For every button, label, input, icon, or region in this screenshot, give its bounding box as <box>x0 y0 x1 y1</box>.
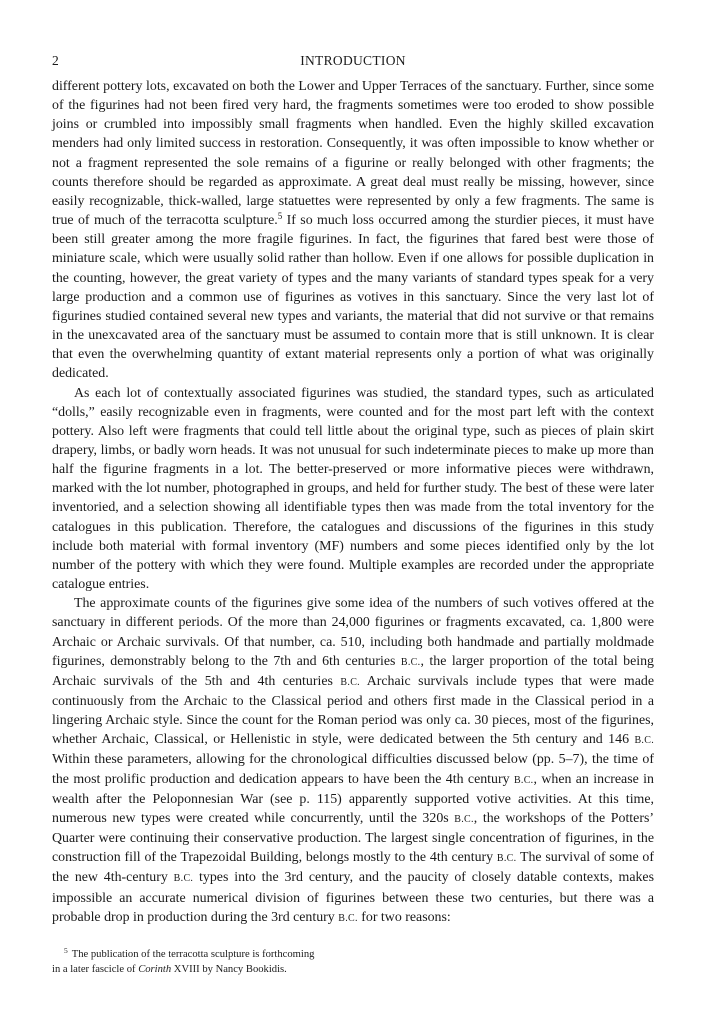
footnote-text: The publication of the terracotta sculpture is forthcoming <box>71 949 315 960</box>
running-head <box>52 52 654 70</box>
footnote-text: in a later fascicle of <box>52 964 139 975</box>
text-run: The approximate counts of the figurines give some idea of the numbers of such votives offered at the sanctuary in different periods. Of the more than 24,000 figurines or fragments excavated, ca. 1,800 were Archaic or Archaic survivals. Of that number, ca. 510, including both handmade and partially moldmade figurines, demonstrably belong to the 7th and 6th centuries <box>52 596 654 669</box>
body-text <box>52 77 654 928</box>
text-run: The survival of some of the new 4th-century <box>52 850 654 886</box>
text-run: As each lot of contextually associated figurines was studied, the standard types, such as articulated “dolls,” easily recognizable even in fragments, were counted and for the most part left with the context pottery. Also left were fragments that could tell little about the original type, such as pieces of plain skirt drapery, limbs, or badly worn heads. It was not unusual for such indeterminate pieces to make up more than half the figurine fragments in a lot. The better-preserved or more informative pieces were withdrawn, marked with the lot number, photographed in groups, and held for further study. The best of these were later inventoried, and a selection showing all identifiable types then was made from the total inventory for the catalogues in this publication. Therefore, the catalogues and discussions of the figurines in this study include both material with formal inventory (MF) numbers and some pieces identified only by the lot number of the pottery with which they were found. Multiple examples are recorded under the appropriate catalogue entries. <box>52 385 654 593</box>
text-run: , the larger proportion of the total being Archaic survivals of the 5th and 4th centuries <box>52 653 654 689</box>
footnote-reference: 5 <box>277 211 283 222</box>
era-abbreviation: B.C. <box>338 912 358 924</box>
text-run: Within these parameters, allowing for the chronological difficulties discussed below (pp. 5–7), the time of the most prolific production and dedication appears to have been the 4th century <box>52 752 654 787</box>
footnote-italic-title: Corinth <box>138 964 172 975</box>
era-abbreviation: B.C. <box>513 774 534 786</box>
chapter-title: INTRODUCTION <box>300 53 406 68</box>
text-run: for two reasons: <box>357 909 451 925</box>
era-abbreviation: B.C. <box>400 656 421 668</box>
paragraph <box>52 384 654 595</box>
paragraph <box>52 77 654 384</box>
footnote-line <box>52 947 392 962</box>
text-run: different pottery lots, excavated on both the Lower and Upper Terraces of the sanctuary. Further, since some of the figurines had not been fired very hard, the fragments sometimes were too eroded to show possible joins or crumbled into impossibly small fragments when handled. Even the highly skilled excavation menders had only limited success in restoration. Consequently, it was often impossible to know whether or not a fragment represented the sole remains of a figurine or really belonged with other fragments; the counts therefore should be regarded as approximate. A great deal must really be missing, however, since easily recognizable, thick-walled, large statuettes were represented by only a few fragments. The same is true of much of the terracotta sculpture. <box>52 79 654 229</box>
text-run: types into the 3rd century, and the paucity of closely datable contexts, makes impossible an accurate numerical division of figurines between these two centuries, but there was a probable drop in production during the 3rd century <box>52 870 654 925</box>
footnote-text: XVIII by Nancy Bookidis. <box>171 964 287 975</box>
paragraph <box>52 594 654 928</box>
text-run: If so much loss occurred among the sturdier pieces, it must have been still greater among the more fragile figurines. In fact, the figurines that fared best were those of miniature scale, which were usually solid rather than hollow. Even if one allows for possible duplication in the counting, however, the great variety of types and the many variants of standard types speak for a very large production and a common use of figurines as votives in this sanctuary. Since the very last lot of figurines studied contained several new types and variants, the material that did not survive or that remains in the unexcavated area of the sanctuary must be assumed to contain more that is still unknown. It is clear that even the overwhelming quantity of extant material represents only a portion of what was originally dedicated. <box>52 213 654 382</box>
text-run: Archaic survivals include types that were made continuously from the Archaic to the Classical period and others first made in the Classical period in a lingering Archaic style. Since the count for the Roman period was only ca. 30 pieces, most of the figurines, whether Archaic, Classical, or Hellenistic in style, were dedicated between the 5th century and 146 <box>52 673 654 748</box>
text-run: , the workshops of the Potters’ Quarter were continuing their conservative production. The largest single concentration of figurines, in the construction fill of the Trapezoidal Building, belongs mostly to the 4th century <box>52 810 654 866</box>
text-run: , when an increase in wealth after the Peloponnesian War (see p. 115) apparently supported votive activities. At this time, numerous new types were created while concurrently, until the 320s <box>52 771 654 826</box>
footnote <box>52 947 392 977</box>
era-abbreviation: B.C. <box>454 813 474 825</box>
footnote-mark: 5 <box>64 946 68 955</box>
era-abbreviation: B.C. <box>173 873 194 885</box>
era-abbreviation: B.C. <box>340 676 360 688</box>
page-number: 2 <box>52 53 59 68</box>
era-abbreviation: B.C. <box>634 735 654 747</box>
footnote-line <box>52 962 392 977</box>
era-abbreviation: B.C. <box>496 853 517 865</box>
